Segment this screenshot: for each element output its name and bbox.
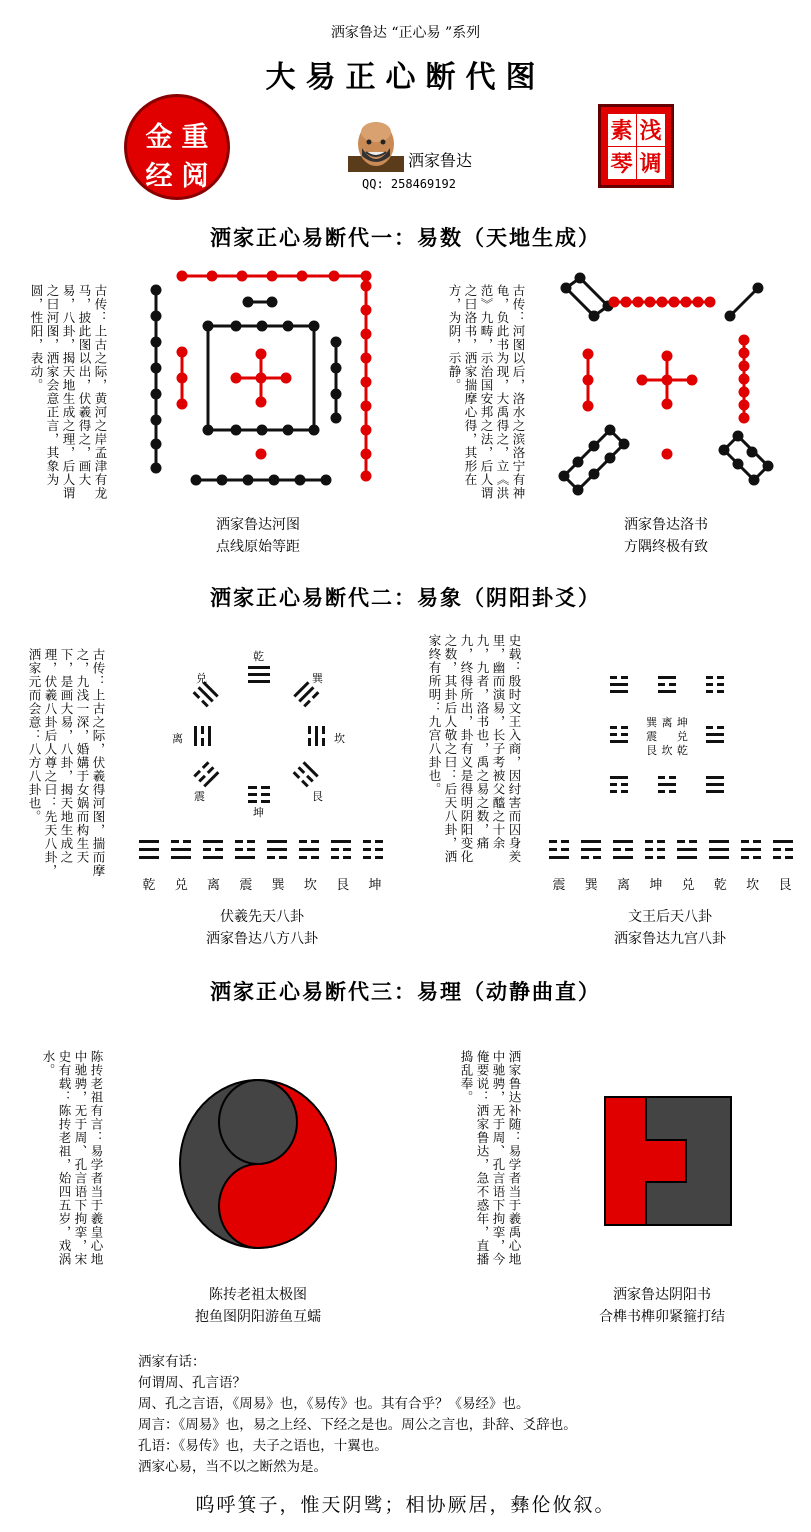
seal-char: 浅 [637, 114, 665, 146]
yao-line [677, 856, 697, 859]
fuxi-row-label: 坤 [368, 878, 382, 893]
wenwang-row-label: 坤 [649, 878, 663, 893]
yao-line [247, 840, 255, 843]
section-title-2: 洒家正心易断代二：易象（阴阳卦爻） [210, 586, 601, 610]
fuxi-row-trigrams-icon [134, 838, 390, 864]
bottom-notes [138, 1352, 577, 1478]
yao-line [171, 856, 191, 859]
section-title-3: 洒家正心易断代三：易理（动静曲直） [210, 980, 601, 1004]
yao-line [549, 856, 569, 859]
wenwang-caption-line-2: 洒家鲁达九宫八卦 [614, 931, 726, 947]
label-dui: 兑 [196, 672, 207, 685]
yinyang-book-diagram [604, 1096, 732, 1230]
yao-line [343, 848, 351, 851]
taiji-icon [178, 1078, 338, 1250]
avatar-icon [348, 118, 404, 172]
yao-line [645, 840, 653, 843]
yao-line [581, 840, 601, 843]
wenwang-row-label: 离 [617, 878, 631, 893]
wenwang-row-label: 震 [552, 878, 566, 893]
page-title: 大易正心断代图 [265, 60, 546, 95]
label-qian: 乾 [253, 650, 264, 663]
wenwang-row [544, 838, 800, 893]
yao-line [375, 840, 383, 843]
yao-line [235, 856, 255, 859]
yao-line [203, 856, 223, 859]
fuxi-row-label: 离 [207, 878, 221, 893]
qq-number: QQ: 258469192 [362, 177, 456, 191]
center-label: 离 [661, 716, 673, 729]
seal-char: 金 [145, 122, 173, 153]
yao-line [645, 848, 653, 851]
seal-char: 阅 [181, 161, 209, 192]
yao-line [613, 848, 621, 851]
section-title-1: 洒家正心易断代一：易数（天地生成） [210, 226, 601, 250]
yao-line [139, 856, 159, 859]
center-label [659, 730, 674, 744]
yao-line [561, 840, 569, 843]
yao-line [581, 856, 589, 859]
yao-line [203, 840, 223, 843]
yao-line [279, 856, 287, 859]
wenwang-caption-line-1: 文王后天八卦 [628, 909, 712, 925]
center-label: 乾 [676, 744, 688, 757]
yao-line [657, 848, 665, 851]
label-kun: 坤 [253, 806, 264, 819]
fuxi-row-label: 坎 [303, 878, 317, 893]
seal-char: 素 [608, 114, 636, 146]
yinyang-book-caption-line-1: 洒家鲁达阴阳书 [613, 1287, 711, 1303]
fuxi-caption-line-2: 洒家鲁达八方八卦 [206, 931, 318, 947]
round-seal [124, 94, 230, 200]
fuxi-row-label: 巽 [271, 878, 285, 893]
luoshu-icon [552, 272, 782, 502]
hetu-caption-line-2: 点线原始等距 [216, 539, 300, 555]
yao-line [773, 840, 793, 843]
yinyang-book-text: 洒家鲁达补随：易学者当于羲禹心地中驰骋，无于周、孔言语下拘挛，今俺要说：洒家鲁达，急不惑年，直播捣乱奉。 [459, 1050, 522, 1266]
luoshu-caption-line-2: 方隅终极有致 [624, 539, 708, 555]
fuxi-row-label: 震 [239, 878, 253, 893]
yao-line [657, 856, 665, 859]
fuxi-circle [166, 646, 356, 819]
taiji-caption [158, 1284, 358, 1328]
yao-line [267, 840, 287, 843]
wenwang-row-label: 乾 [713, 878, 727, 893]
note-line: 何谓周、孔言语？ [138, 1375, 246, 1391]
yao-line [235, 840, 243, 843]
center-label: 巽 [646, 716, 658, 729]
yao-line [689, 840, 697, 843]
label-kan: 坎 [334, 732, 345, 745]
fuxi-row [134, 838, 390, 893]
hetu-diagram [140, 262, 390, 496]
hetu-text: 古传：上古之际，黄河之岸孟津有龙马，披此图以出，伏羲得之，画大易，八卦，揭天地生成之理，后人谓之曰河图，洒家会意正言，其象为圆，性阳，表动。 [29, 284, 108, 500]
yao-line [593, 856, 601, 859]
luoshu-caption-line-1: 洒家鲁达洛书 [624, 517, 708, 533]
wenwang-center [644, 716, 690, 758]
seal-char: 调 [637, 147, 665, 179]
yao-line [235, 848, 243, 851]
hetu-caption [158, 514, 358, 558]
note-line: 周、孔之言语，《周易》也，《易传》也。其有合乎？《易经》也。 [138, 1396, 530, 1412]
fuxi-caption [162, 906, 362, 950]
seal-char: 经 [145, 161, 173, 192]
yao-line [561, 848, 569, 851]
yao-line [331, 856, 339, 859]
wenwang-caption [570, 906, 770, 950]
yao-line [741, 848, 761, 851]
yao-line [363, 856, 371, 859]
fuxi-text: 古传：上古之际，伏羲得河图，揣而摩之，九浅一深，婚媾于女娲而构生天下，是画大易，八卦，揭天地生成之理，伏羲八卦后人尊之曰：先天八卦，洒家元而会意：八方八卦也。 [27, 648, 106, 878]
wenwang-row-label: 艮 [778, 878, 792, 893]
yao-line [139, 848, 159, 851]
yao-line [741, 856, 749, 859]
center-label: 坎 [661, 744, 673, 757]
yao-line [773, 856, 781, 859]
yao-line [709, 848, 729, 851]
yao-line [741, 840, 749, 843]
luoshu-diagram [552, 272, 782, 506]
note-line: 洒家心易，当不以之断然为是。 [138, 1459, 327, 1475]
taiji-text: 陈抟老祖有言：易学者当于羲皇心地中驰骋，无于周、孔言语下拘挛，宋史有载：陈抟老祖，始四五岁，戏涡水。 [41, 1050, 104, 1266]
yao-line [299, 848, 319, 851]
yao-line [363, 848, 371, 851]
avatar [348, 118, 404, 176]
hetu-caption-line-1: 洒家鲁达河图 [216, 517, 300, 533]
yao-line [203, 848, 211, 851]
hetu-icon [140, 262, 390, 492]
wenwang-row-label: 巽 [584, 878, 598, 893]
seal-char: 重 [181, 122, 209, 153]
yao-line [311, 856, 319, 859]
yao-line [773, 848, 781, 851]
center-label: 坤 [676, 716, 688, 729]
yao-line [613, 856, 633, 859]
yao-line [375, 856, 383, 859]
fuxi-row-label: 乾 [142, 878, 156, 893]
yao-line [139, 840, 159, 843]
yao-line [247, 848, 255, 851]
taiji-caption-line-2: 抱鱼图阴阳游鱼互蠕 [195, 1309, 321, 1325]
yao-line [267, 848, 287, 851]
mortise-icon [604, 1096, 732, 1226]
note-line: 孔语：《易传》也，夫子之语也，十翼也。 [138, 1438, 388, 1454]
yao-line [677, 840, 685, 843]
yao-line [613, 840, 633, 843]
yao-line [645, 856, 653, 859]
yao-line [709, 856, 729, 859]
luoshu-text: 古传：河图以后，洛水之滨洛宁有神龟，负此书为现，大禹得之，立《洪范》九畴，示治国安邦之法，后人谓之曰洛书，洒家揣摩心得，其形在方，为阴，示静。 [447, 284, 526, 500]
yao-line [343, 856, 351, 859]
label-zhen: 震 [194, 790, 205, 803]
yinyang-book-caption-line-2: 合榫书榫卯紧箍打结 [599, 1309, 725, 1325]
closing-line: 呜呼箕子，惟天阴骘；相协厥居，彝伦攸叙。 [195, 1494, 616, 1516]
center-label: 震 [646, 730, 658, 743]
yao-line [785, 856, 793, 859]
yao-line [331, 840, 351, 843]
yao-line [215, 848, 223, 851]
yao-line [331, 848, 339, 851]
seal-char: 琴 [608, 147, 636, 179]
yao-line [677, 848, 697, 851]
square-seal [598, 104, 674, 188]
wenwang-row-label: 兑 [681, 878, 695, 893]
yao-line [753, 856, 761, 859]
wenwang-row-label: 坎 [746, 878, 760, 893]
fuxi-row-label: 兑 [174, 878, 188, 893]
yao-line [267, 856, 275, 859]
yao-line [549, 840, 557, 843]
center-label: 艮 [646, 744, 658, 757]
yao-line [549, 848, 557, 851]
yinyang-book-caption [562, 1284, 762, 1328]
yao-line [785, 848, 793, 851]
luoshu-caption [566, 514, 766, 558]
label-xun: 巽 [312, 672, 323, 685]
taiji-caption-line-1: 陈抟老祖太极图 [209, 1287, 307, 1303]
yao-line [581, 848, 601, 851]
label-gen: 艮 [312, 790, 323, 803]
yao-line [311, 840, 319, 843]
fuxi-caption-line-1: 伏羲先天八卦 [220, 909, 304, 925]
yao-line [375, 848, 383, 851]
label-li: 离 [172, 732, 183, 745]
yao-line [709, 840, 729, 843]
note-line: 洒家有话： [138, 1354, 206, 1370]
yao-line [363, 840, 371, 843]
wenwang-row-trigrams-icon [544, 838, 800, 864]
taiji-diagram [178, 1078, 338, 1254]
wenwang-text: 史载：殷时文王入商，因纣害而囚身羑里，幽而演易，长子考被父醯之十余九，九者，洛书也，禹之易之数，痛九，终得所出，卦有义是得明阴阳变化之数，其卦后人敬之曰：后天八卦，洒家终有所明：九宫八卦也。 [427, 634, 522, 864]
yao-line [753, 840, 761, 843]
yao-line [657, 840, 665, 843]
yao-line [171, 840, 179, 843]
wenwang-grid [606, 676, 728, 796]
yao-line [171, 848, 191, 851]
note-line: 周言：《周易》也，易之上经、下经之是也。周公之言也，卦辞、爻辞也。 [138, 1417, 577, 1433]
series-title: 洒家鲁达 “正心易 ”系列 [330, 25, 481, 41]
yao-line [299, 856, 307, 859]
yao-line [299, 840, 307, 843]
fuxi-row-label: 艮 [336, 878, 350, 893]
author-name: 洒家鲁达 [408, 151, 473, 170]
yao-line [625, 848, 633, 851]
center-label: 兑 [676, 730, 688, 743]
yao-line [183, 840, 191, 843]
